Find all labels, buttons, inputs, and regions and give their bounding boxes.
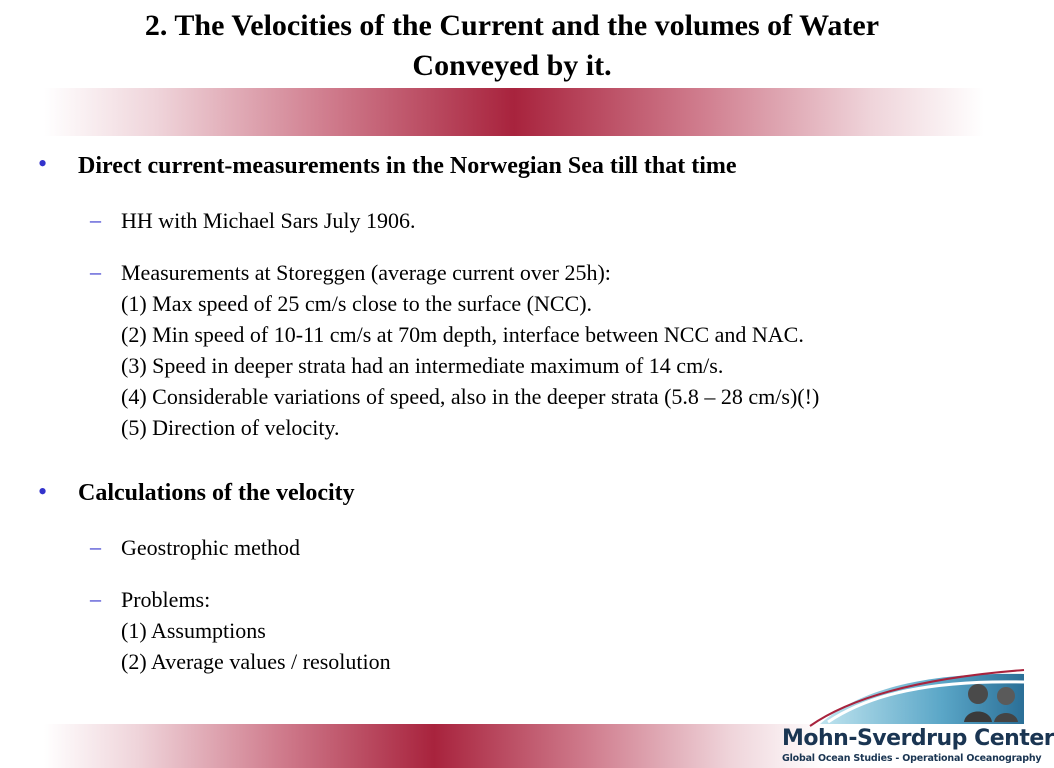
- logo-title: Mohn-Sverdrup Center: [782, 726, 1054, 751]
- section-heading-2: Calculations of the velocity: [78, 480, 355, 506]
- slide-title: [40, 6, 984, 86]
- list-item: Measurements at Storeggen (average current over 25h):: [121, 260, 611, 285]
- list-item: (2) Average values / resolution: [121, 649, 391, 674]
- logo-subtitle: Global Ocean Studies - Operational Oceanography: [782, 753, 1042, 764]
- bullet-icon: •: [38, 149, 48, 178]
- list-item: Problems:: [121, 587, 211, 612]
- dash-icon: –: [90, 207, 101, 232]
- list-item: (3) Speed in deeper strata had an intermediate maximum of 14 cm/s.: [121, 353, 724, 378]
- list-item: Geostrophic method: [121, 535, 301, 560]
- section-heading-1: Direct current-measurements in the Norwegian Sea till that time: [78, 153, 737, 179]
- footer-gradient-band: [44, 724, 824, 768]
- dash-icon: –: [90, 534, 101, 559]
- list-item: HH with Michael Sars July 1906.: [121, 208, 416, 233]
- bullet-icon: •: [38, 477, 48, 506]
- slide-title-line-2: Conveyed by it.: [412, 49, 612, 82]
- list-item: (4) Considerable variations of speed, also in the deeper strata (5.8 – 28 cm/s)(!): [121, 384, 820, 409]
- slide-title-line-1: 2. The Velocities of the Current and the volumes of Water: [144, 9, 880, 42]
- dash-icon: –: [90, 259, 101, 284]
- list-item: (2) Min speed of 10-11 cm/s at 70m depth, interface between NCC and NAC.: [121, 322, 804, 347]
- dash-icon: –: [90, 586, 101, 611]
- list-item: (1) Assumptions: [121, 618, 266, 643]
- list-item: (1) Max speed of 25 cm/s close to the surface (NCC).: [121, 291, 593, 316]
- list-item: (5) Direction of velocity.: [121, 415, 340, 440]
- header-gradient-band: [44, 88, 984, 136]
